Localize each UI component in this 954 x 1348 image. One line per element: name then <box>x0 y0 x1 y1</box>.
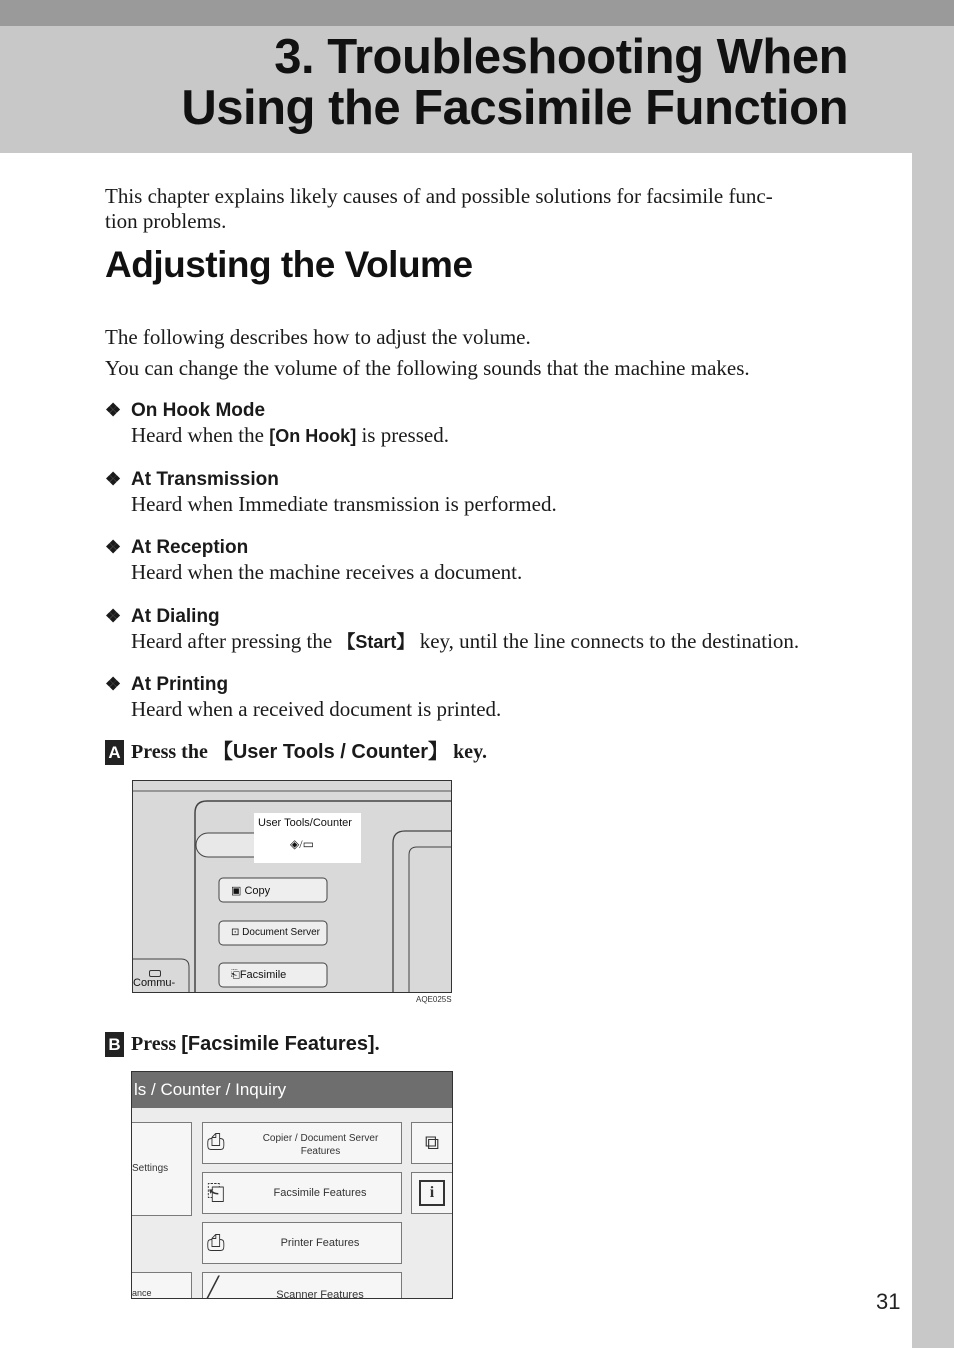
step-2: B Press [Facsimile Features]. <box>105 1032 380 1057</box>
facsimile-features-button[interactable]: ⎗ Facsimile Features <box>202 1172 402 1214</box>
switch-screen-icon[interactable]: ⧉ <box>411 1122 453 1164</box>
diamond-bullet-icon: ❖ <box>105 469 122 489</box>
diamond-bullet-icon: ❖ <box>105 537 122 557</box>
section-title: Adjusting the Volume <box>105 244 473 285</box>
figure-caption: AQE025S <box>416 995 452 1004</box>
diamond-bullet-icon: ❖ <box>105 400 122 420</box>
sound-item-reception <box>105 535 522 585</box>
printer-icon: ⎙ <box>207 1230 225 1255</box>
user-tools-counter-label: User Tools/Counter <box>258 817 352 829</box>
maintenance-button[interactable]: ance <box>132 1272 192 1299</box>
sound-item-desc: Heard when a received document is printed. <box>131 697 502 721</box>
user-tools-key-label: 【User Tools / Counter】 <box>212 741 449 763</box>
scanner-features-button[interactable]: ╱ Scanner Features <box>202 1272 402 1299</box>
facsimile-features-key-label: [Facsimile Features] <box>181 1033 375 1055</box>
user-tools-callout <box>254 813 361 863</box>
on-hook-key-label: [On Hook] <box>269 426 357 446</box>
user-tools-screen-illustration <box>131 1071 453 1299</box>
step-number-badge: A <box>105 740 124 765</box>
top-strip <box>0 0 954 26</box>
user-tools-key-icon[interactable]: ◈/▭ <box>290 837 314 851</box>
sound-item-title: At Printing <box>131 674 229 695</box>
section-paragraph-1: The following describes how to adjust the volume. <box>105 325 531 349</box>
chapter-title <box>181 32 848 134</box>
screen-title-bar: ls / Counter / Inquiry <box>132 1072 453 1108</box>
scanner-icon: ╱ <box>207 1277 220 1299</box>
sound-item-title: At Reception <box>131 537 249 558</box>
sound-item-transmission <box>105 467 557 517</box>
control-panel-illustration <box>132 780 452 993</box>
sound-item-desc: Heard when the [On Hook] is pressed. <box>131 423 449 447</box>
sound-item-desc: Heard when the machine receives a document. <box>131 560 523 584</box>
sound-item-on-hook <box>105 398 449 449</box>
commu-label: Commu- <box>133 977 176 989</box>
sound-item-desc: Heard after pressing the 【Start】 key, until the line connects to the destination. <box>131 629 800 653</box>
step-number-badge: B <box>105 1032 124 1057</box>
start-key-label: 【Start】 <box>337 632 415 652</box>
sound-item-title: On Hook Mode <box>131 400 266 421</box>
page-number: 31 <box>876 1289 901 1314</box>
copier-icon: ⎙ <box>207 1129 225 1154</box>
printer-features-button[interactable]: ⎙ Printer Features <box>202 1222 402 1264</box>
facsimile-icon: ⎗ <box>207 1180 225 1205</box>
commu-indicator-icon <box>149 970 161 977</box>
chapter-title-line2: Using the Facsimile Function <box>181 81 848 135</box>
chapter-title-line1: 3. Troubleshooting When <box>274 30 848 84</box>
copier-document-server-features-button[interactable]: ⎙ Copier / Document Server Features <box>202 1122 402 1164</box>
section-paragraph-2: You can change the volume of the following sounds that the machine makes. <box>105 356 750 380</box>
sound-item-title: At Dialing <box>131 606 220 627</box>
sound-item-title: At Transmission <box>131 469 279 490</box>
sound-item-dialing <box>105 604 799 655</box>
system-settings-button[interactable]: Settings <box>132 1122 192 1216</box>
sound-item-desc: Heard when Immediate transmission is performed. <box>131 492 557 516</box>
intro-paragraph: This chapter explains likely causes of and possible solutions for facsimile func- tion problems. <box>105 184 773 233</box>
inquiry-info-icon[interactable]: i <box>411 1172 453 1214</box>
diamond-bullet-icon: ❖ <box>105 674 122 694</box>
right-margin-bar <box>912 26 954 1348</box>
document-server-button[interactable]: ⊡ Document Server <box>231 927 320 938</box>
copy-button[interactable]: ▣ Copy <box>231 885 271 897</box>
diamond-bullet-icon: ❖ <box>105 606 122 626</box>
step-1: A Press the 【User Tools / Counter】 key. <box>105 740 487 765</box>
sound-item-printing <box>105 672 501 722</box>
facsimile-button[interactable]: ⎗Facsimile <box>231 969 287 981</box>
